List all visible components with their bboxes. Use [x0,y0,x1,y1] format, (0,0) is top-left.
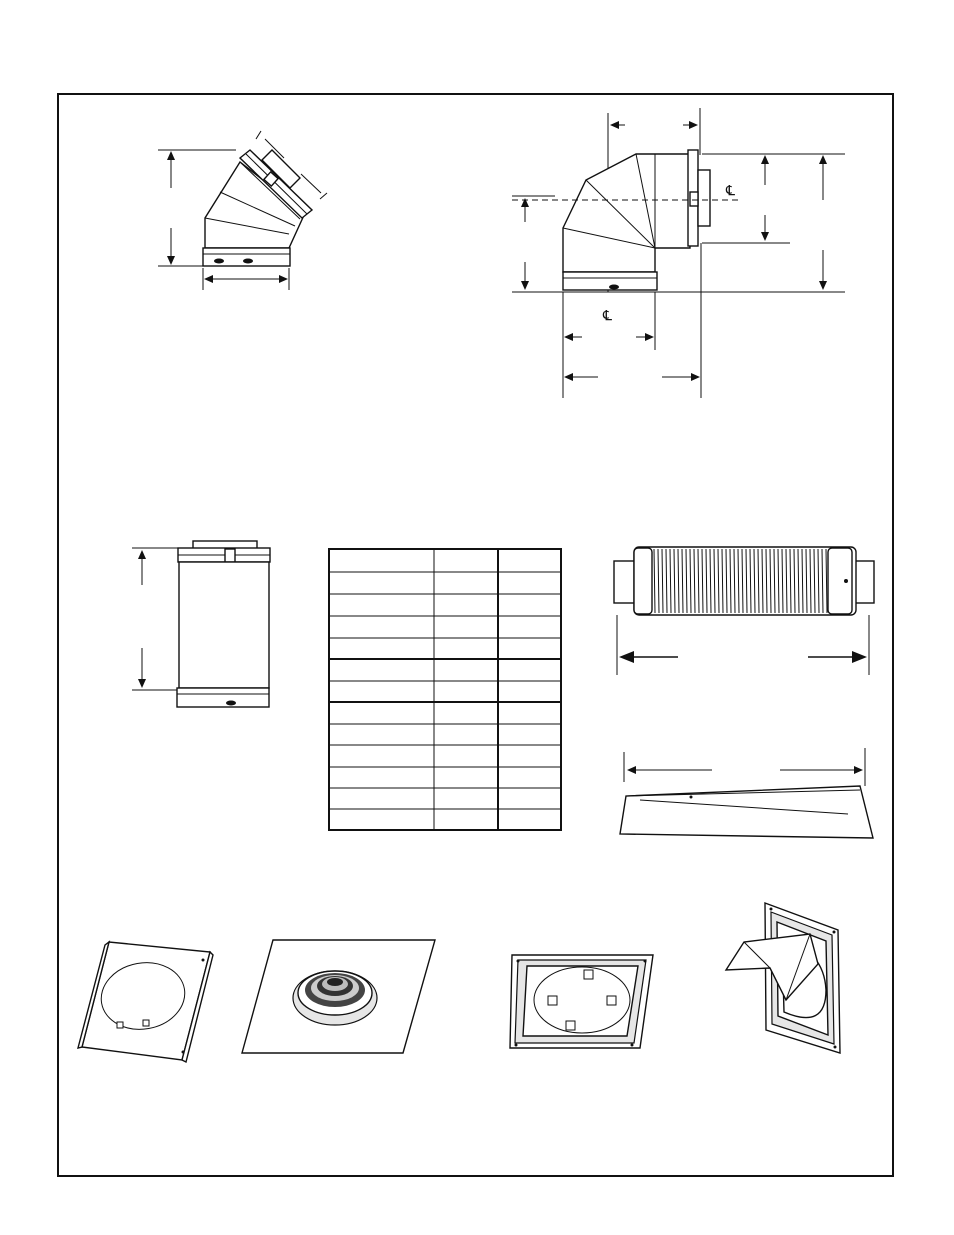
wall-thimble-drawing [726,903,840,1053]
wall-shield-drawing [78,942,213,1062]
centerline-symbol-right: ℄ [726,183,735,199]
flex-pipe-drawing [614,547,874,675]
firestop-spacer-drawing [510,955,653,1048]
roof-flashing-drawing [242,940,435,1053]
dimension-table [329,549,561,830]
elbow-45-drawing [158,131,327,290]
elbow-90-drawing [512,108,845,398]
vinyl-siding-standoff-drawing [620,748,873,838]
centerline-symbol-bottom: ℄ [603,308,612,324]
straight-pipe-drawing [132,541,270,707]
